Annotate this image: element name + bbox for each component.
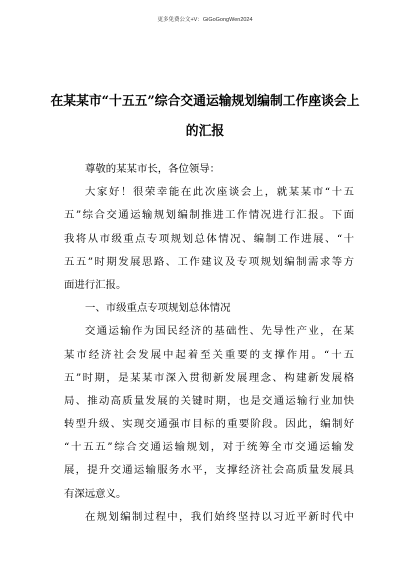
paragraph-1-line: 我将从市级重点专项规划总体情况、编制工作进展、“十 [64, 232, 354, 245]
document-title-line-1: 在某某市“十五五”综合交通运输规划编制工作座谈会上 [50, 94, 360, 109]
paragraph-1-line: 大家好！很荣幸能在此次座谈会上，就某某市“十五 [85, 186, 354, 199]
paragraph-1-line: 面进行汇报。 [64, 278, 127, 291]
section-heading: 一、市级重点专项规划总体情况 [85, 302, 231, 315]
paragraph-2-line: 有深远意义。 [64, 487, 127, 500]
paragraph-3-line: 在规划编制过程中，我们始终坚持以习近平新时代中 [85, 510, 354, 523]
greeting: 尊敬的某某市长，各位领导： [85, 163, 221, 175]
paragraph-2-line: 展，提升交通运输服务水平，支撑经济社会高质量发展具 [64, 464, 354, 477]
paragraph-2-line: 交通运输作为国民经济的基础性、先导性产业，在某 [85, 325, 354, 338]
paragraph-2-line: 五”时期，是某某市深入贯彻新发展理念、构建新发展格 [64, 371, 354, 384]
header-watermark-note: 更多免费公文+V：GiGoGongWen2024 [157, 17, 253, 23]
paragraph-2-line: 局、推动高质量发展的关键时期，也是交通运输行业加快 [64, 394, 354, 407]
document-body [64, 158, 354, 529]
paragraph-2-line: 转型升级、实现交通强市目标的重要阶段。因此，编制好 [64, 418, 354, 431]
paragraph-2-line: 某市经济社会发展中起着至关重要的支撑作用。“十五 [64, 348, 354, 361]
document-title-line-2: 的汇报 [185, 124, 225, 139]
paragraph-1-line: 五”综合交通运输规划编制推进工作情况进行汇报。下面 [64, 209, 354, 222]
paragraph-1-line: 五五”时期发展思路、工作建议及专项规划编制需求等方 [64, 255, 354, 268]
paragraph-2-line: “十五五”综合交通运输规划，对于统筹全市交通运输发 [64, 441, 354, 454]
